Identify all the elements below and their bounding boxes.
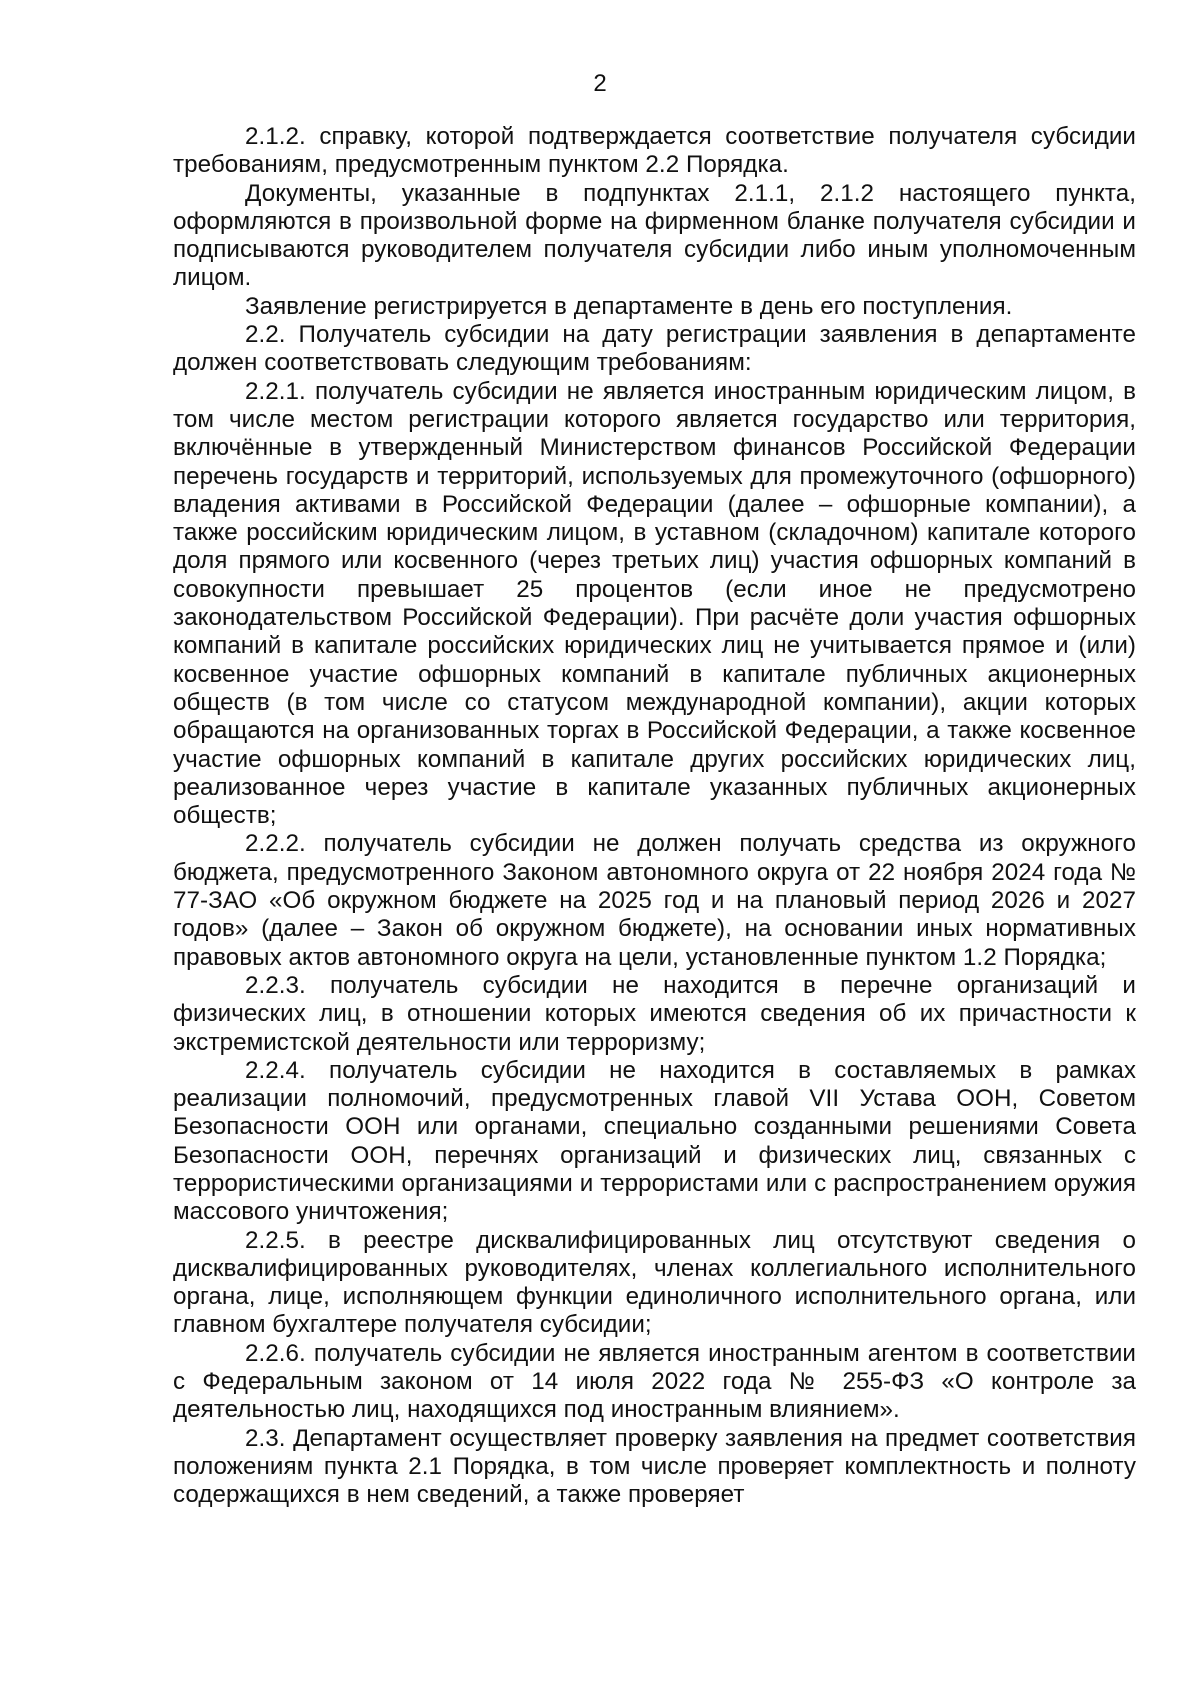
paragraph-2-2-3: 2.2.3. получатель субсидии не находится в перечне организаций и физических лиц, в отношении которых имеются сведения об их причастности к экстремистской деятельности или терроризму; (173, 971, 1136, 1056)
paragraph-2-2-4: 2.2.4. получатель субсидии не находится в составляемых в рамках реализации полномочий, предусмотренных главой VII Устава ООН, Советом Безопасности ООН или органами, специально созданными решениями Совета Безопасности ООН, перечнях организаций и физических лиц, связанных с террористическими организациями и террористами или с распространением оружия массового уничтожения; (173, 1056, 1136, 1226)
paragraph-application-registration: Заявление регистрируется в департаменте в день его поступления. (245, 292, 1013, 320)
paragraph-2-3: 2.3. Департамент осуществляет проверку заявления на предмет соответствия положениям пункта 2.1 Порядка, в том числе проверяет комплектность и полноту содержащихся в нем сведений, а также проверяет (173, 1424, 1136, 1509)
document-body (173, 123, 1136, 1510)
paragraph-2-2-5: 2.2.5. в реестре дисквалифицированных лиц отсутствуют сведения о дисквалифицированных руководителях, членах коллегиального исполнительного органа, лице, исполняющем функции единоличного исполнительного органа, или главном бухгалтере получателя субсидии; (173, 1226, 1136, 1339)
paragraph-2-1-2: 2.1.2. справку, которой подтверждается соответствие получателя субсидии требованиям, предусмотренным пунктом 2.2 Порядка. (173, 123, 1136, 179)
paragraph-documents-format: Документы, указанные в подпунктах 2.1.1, 2.1.2 настоящего пункта, оформляются в произвольной форме на фирменном бланке получателя субсидии и подписываются руководителем получателя субсидии либо иным уполномоченным лицом. (173, 179, 1136, 292)
page-number: 2 (593, 70, 607, 97)
paragraph-2-2-1: 2.2.1. получатель субсидии не является иностранным юридическим лицом, в том числе местом регистрации которого является государство или территория, включённые в утвержденный Министерством финансов Российской Федерации перечень государств и территорий, используемых для промежуточного (офшорного) владения активами в Российской Федерации (далее – офшорные компании), а также российским юридическим лицом, в уставном (складочном) капитале которого доля прямого или косвенного (через третьих лиц) участия офшорных компаний в совокупности превышает 25 процентов (если иное не предусмотрено законодательством Российской Федерации). При расчёте доли участия офшорных компаний в капитале российских юридических лиц не учитывается прямое и (или) косвенное участие офшорных компаний в капитале публичных акционерных обществ (в том числе со статусом международной компании), акции которых обращаются на организованных торгах в Российской Федерации, а также косвенное участие офшорных компаний в капитале других российских юридических лиц, реализованное через участие в капитале указанных публичных акционерных обществ; (173, 377, 1136, 830)
paragraph-2-2-6: 2.2.6. получатель субсидии не является иностранным агентом в соответствии с Федеральным законом от 14 июля 2022 года № 255-ФЗ «О контроле за деятельностью лиц, находящихся под иностранным влиянием». (173, 1339, 1136, 1424)
paragraph-2-2-2: 2.2.2. получатель субсидии не должен получать средства из окружного бюджета, предусмотренного Законом автономного округа от 22 ноября 2024 года № 77-ЗАО «Об окружном бюджете на 2025 год и на плановый период 2026 и 2027 годов» (далее – Закон об окружном бюджете), на основании иных нормативных правовых актов автономного округа на цели, установленные пунктом 1.2 Порядка; (173, 830, 1136, 971)
paragraph-2-2: 2.2. Получатель субсидии на дату регистрации заявления в департаменте должен соответствовать следующим требованиям: (173, 321, 1136, 377)
